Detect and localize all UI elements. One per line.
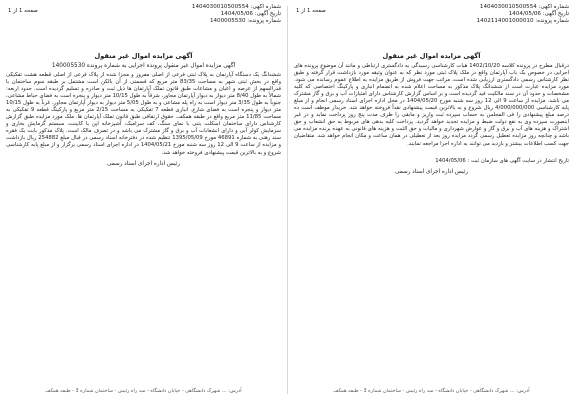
footer-address: آدرس: ... شهرک دانشگاهی - خیابان دانشگاه - سه راه رئیس - ساختمان شماره 3 - طبقه همکف [45, 388, 242, 394]
notice-title: آگهی مزایده اموال غیر منقول [382, 52, 481, 60]
notice-number: شماره آگهی: 1404030010500554 [191, 4, 281, 10]
notice-header [292, 4, 571, 50]
notice-date: تاریخ آگهی: 1404/05/06 [508, 11, 569, 18]
signature: رئیس اداره اجرای اسناد رسمی [107, 160, 180, 167]
column-divider [287, 6, 288, 394]
page-number: صفحه 1 از 1 [8, 8, 38, 14]
case-number: شماره پرونده: 1402114001000010 [476, 18, 569, 25]
notice-left [4, 4, 283, 396]
notice-right [292, 4, 571, 396]
notice-title: آگهی مزایده اموال غیر منقول [94, 52, 193, 60]
footer-address: آدرس: ... شهرک دانشگاهی - خیابان دانشگاه - سه راه رئیس - ساختمان شماره 3 - طبقه همکف [333, 388, 530, 394]
notice-number: شماره آگهی: 1404030010500554 [479, 4, 569, 10]
notice-body: ششدانگ یک دستگاه آپارتمان به پلاک ثبتی فرعی از اصلی مفروز و مجزا شده از پلاک فرعی از اصلی قطعه هشت تفکیکی واقع در بخش ثبتی شهر به مساحت 83/35 متر مربع که قسمتی از آن بالکن است مشتمل بر طبقه سوم ساختمان با قدرالسهم از عرصه و اعیان و مشاعات طبق قانون تملک آپارتمان ها ذیل ثبت و صادره و تسلیم گردیده است. حدود اربعه: شمالاً به طول 8/40 متر دیوار به دیوار آپارتمان مجاور، شرقاً به طول 10/15 متر دیوار و پنجره است به فضای حیاط مشاعی، جنوباً به طول 3/35 متر دیوار است به راه پله مشاعی و به طول 5/05 متر دیوار به دیوار آپارتمان مجاور، غرباً به طول 10/15 متر دیوار و پنجره است به فضای شارع. انباری قطعه 7 تفکیکی به مساحت 2/15 متر مربع و پارکینگ قطعه 9 تفکیکی به مساحت 11/85 متر مربع واقع در طبقه همکف. حقوق ارتفاقی طبق قانون تملک آپارتمان ها. ملک مورد مزایده طبق گزارش کارشناس دارای ساختمان اسکلت بتنی با نمای سنگ، کف سرامیک، آشپزخانه اپن با کابینت، سیستم گرمایش بخاری و سرمایش کولر آبی و دارای انشعابات آب و برق و گاز مشترک می باشد و در تصرف مالک است. پلاک مذکور بابت یک فقره سند رهنی به شماره 46891 مورخ 1395/05/09 تنظیم شده در دفترخانه اسناد رسمی در قبال مبلغ 254882 ریال بازداشت و مزایده از ساعت 9 الی 12 روز سه شنبه مورخ 1404/05/21 در اداره اجرای اسناد رسمی برگزار و از مبلغ پایه کارشناسی شروع و به بالاترین قیمت پیشنهادی فروخته خواهد شد. [6, 72, 281, 156]
notice-body: درقبال مطرح در پرونده کلاسه 1402/10/20 هیات کارشناسی رسیدگی به دادگستری ارتباطی و مانند آن موضوع پرونده های اجرایی در خصوص یک باب آپارتمان واقع در ملک پلاک ثبتی مورد نظر که به عنوان وثیقه مورد بازداشت قرار گرفته و طبق نظر کارشناس رسمی دادگستری ارزیابی شده است، مراتب جهت فروش از طریق مزایده به اطلاع عموم رسانده می شود. مورد مزایده عبارت است از ششدانگ پلاک مذکور به مساحت اعلام شده به انضمام انباری و پارکینگ اختصاصی که کلیه مشخصات و حدود آن در سند مالکیت قید گردیده است و بر اساس گزارش کارشناس دارای امتیازات آب و برق و گاز مشترک می باشد. مزایده از ساعت 9 الی 12 روز سه شنبه مورخ 1404/05/20 در محل اداره اجرای اسناد رسمی انجام و از مبلغ پایه کارشناسی 4/000/000/000 ریال شروع و به بالاترین قیمت پیشنهادی نقداً فروخته خواهد شد. خریدار موظف است ده درصد مبلغ پیشنهادی را فی المجلس به حساب سپرده ثبت واریز و مابقی را ظرف مدت پنج روز پرداخت نماید و در غیر اینصورت سپرده وی به نفع دولت ضبط و مزایده تجدید خواهد گردید. پرداخت کلیه بدهی های مربوط به حق انشعاب و حق اشتراک و هزینه های آب و برق و گاز و عوارض شهرداری و مالیات و حق الثبت و هزینه های قانونی به عهده برنده مزایده می باشد و چنانچه روز مزایده تعطیل رسمی گردد مزایده روز بعد از تعطیلی در همان ساعت و مکان انجام خواهد شد. متقاضیان جهت کسب اطلاعات بیشتر و بازدید می توانند به اداره اجرا مراجعه نمایند. [294, 63, 570, 147]
notice-subtitle: آگهی مزایده اموال غیر منقول پرونده اجرایی به شماره پرونده 140005530 [51, 63, 236, 69]
notice-header [4, 4, 283, 50]
case-number: شماره پرونده: 1400005530 [209, 18, 281, 25]
page-number: صفحه 1 از 1 [296, 8, 326, 14]
publish-date-line: تاریخ انتشار در سایت آگهی های سازمان ثبت : 1404/05/06 [435, 157, 569, 164]
signature: رئیس اداره اجرای اسناد رسمی [395, 168, 468, 175]
notice-date: تاریخ آگهی: 1404/05/06 [220, 11, 281, 18]
